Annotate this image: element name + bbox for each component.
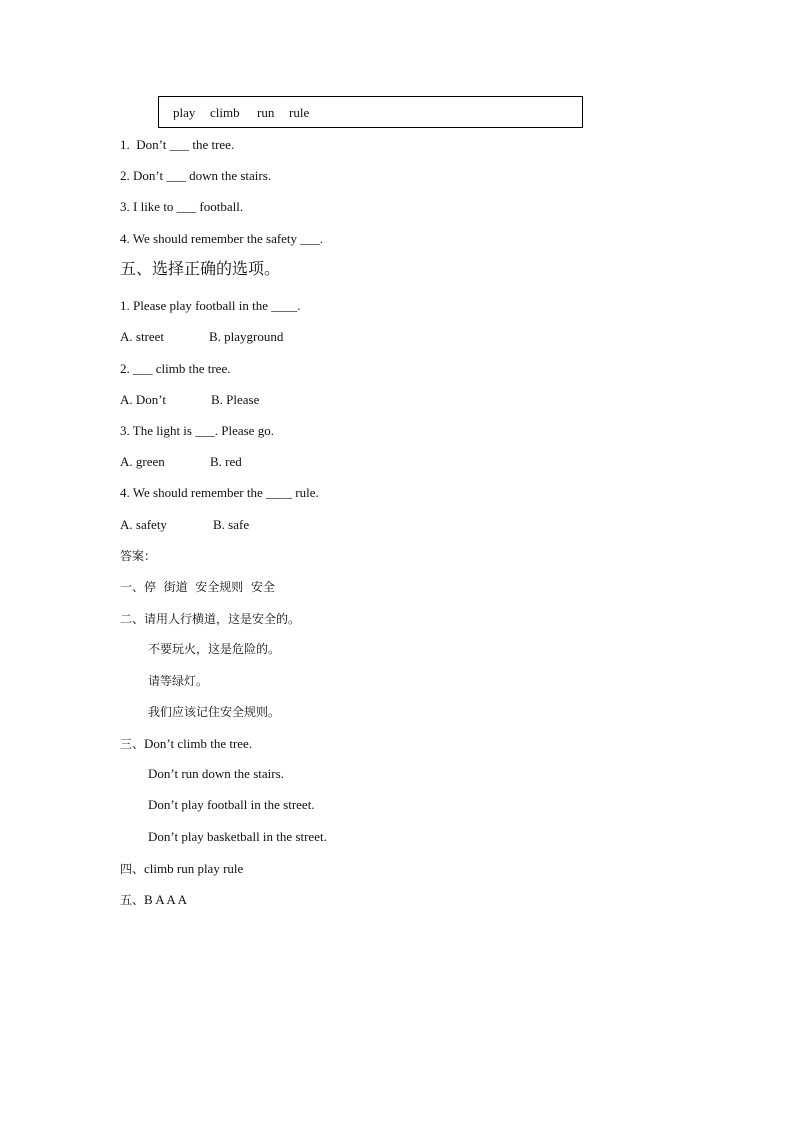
answer-prefix: 四、 <box>120 862 145 876</box>
answer-line: climb run play rule <box>144 861 244 876</box>
option-b: B. Please <box>211 392 260 407</box>
question-line: 4. We should remember the ____ rule. <box>120 485 319 500</box>
option-a: A. Don’t <box>120 392 166 407</box>
answer-line: 我们应该记住安全规则。 <box>148 705 281 719</box>
word-bank-item: run <box>257 105 275 120</box>
answer-line: Don’t run down the stairs. <box>148 766 284 781</box>
answer-line: 请用人行横道，这是安全的。 <box>144 612 301 626</box>
answer-prefix: 三、 <box>120 737 145 751</box>
answer-prefix: 二、 <box>120 612 145 626</box>
question-line: 2. ___ climb the tree. <box>120 361 231 376</box>
fill-in-line: 4. We should remember the safety ___. <box>120 231 324 246</box>
option-b: B. playground <box>209 329 284 344</box>
answer-section-three <box>120 735 252 753</box>
answer-section-four <box>120 860 243 878</box>
word-bank-item: rule <box>289 105 310 120</box>
word-bank-item: play <box>173 105 196 120</box>
section-five-heading: 五、选择正确的选项。 <box>120 259 281 278</box>
answer-line: B A A A <box>144 892 188 907</box>
answer-line: 不要玩火，这是危险的。 <box>148 642 281 656</box>
word-bank-item: climb <box>210 105 240 120</box>
answer-line: Don’t play basketball in the street. <box>148 829 327 844</box>
option-a: A. safety <box>120 517 167 532</box>
option-b: B. safe <box>213 517 250 532</box>
word-bank-box <box>158 96 583 128</box>
answer-section-one: 一、停 街道 安全规则 安全 <box>120 580 275 594</box>
answer-line: Don’t climb the tree. <box>144 736 253 751</box>
answer-prefix: 五、 <box>120 893 145 907</box>
answer-section-two <box>120 610 300 628</box>
answer-line: 请等绿灯。 <box>148 674 209 688</box>
question-line: 1. Please play football in the ____. <box>120 298 301 313</box>
option-a: A. street <box>120 329 165 344</box>
question-line: 3. The light is ___. Please go. <box>120 423 274 438</box>
fill-in-line: 3. I like to ___ football. <box>120 199 244 214</box>
answer-section-five <box>120 891 187 909</box>
fill-in-line: 2. Don’t ___ down the stairs. <box>120 168 272 183</box>
answer-line: Don’t play football in the street. <box>148 797 315 812</box>
fill-in-line: 1. Don’t ___ the tree. <box>120 137 235 152</box>
option-b: B. red <box>210 454 242 469</box>
option-a: A. green <box>120 454 165 469</box>
answers-label: 答案： <box>120 549 157 563</box>
